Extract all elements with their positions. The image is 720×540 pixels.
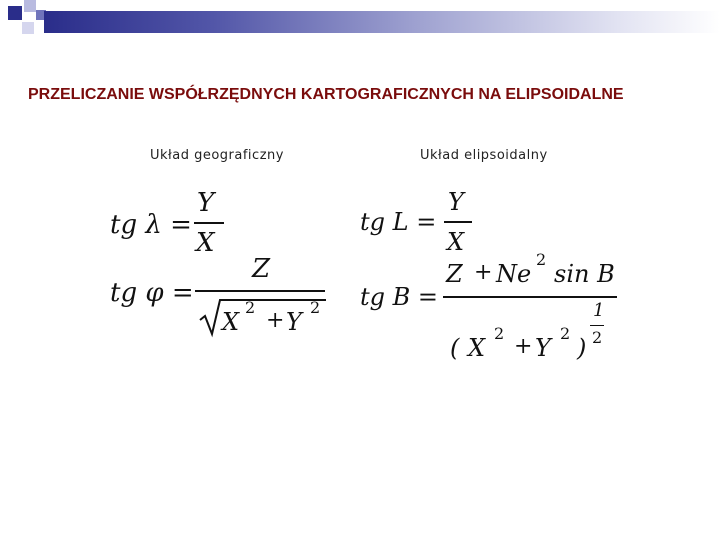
right-column-heading: Układ elipsoidalny: [420, 148, 548, 163]
formula-lhs: tg λ =: [110, 210, 192, 240]
fraction-bar: [195, 290, 325, 292]
denominator-x: X: [468, 334, 486, 362]
fraction-bar: [444, 221, 472, 223]
numerator-exponent: 2: [536, 250, 547, 269]
numerator-plus: +: [474, 260, 493, 285]
denominator-close-paren: ): [577, 334, 587, 362]
numerator-z: Z: [446, 260, 463, 288]
denominator-x: X: [222, 308, 240, 336]
denominator-exponent-y: 2: [560, 324, 571, 343]
fraction-bar: [443, 296, 617, 298]
square-root-sign: [198, 296, 328, 338]
formula-lhs: tg φ =: [110, 278, 194, 308]
exponent-x: 2: [245, 298, 256, 317]
power-fraction-bar: [590, 325, 604, 326]
numerator-sin-b: sin B: [554, 260, 615, 288]
denominator-y: Y: [286, 308, 302, 336]
formula-denominator: X: [447, 228, 465, 256]
denominator-plus: +: [514, 334, 533, 359]
decor-square-2: [24, 0, 36, 12]
formula-denominator: X: [196, 228, 215, 258]
numerator-ne: Ne: [496, 260, 532, 288]
power-denominator: 2: [592, 328, 603, 347]
formula-numerator: Y: [448, 188, 464, 216]
header-gradient-band: [44, 11, 720, 33]
exponent-y: 2: [310, 298, 321, 317]
formula-lhs: tg B =: [360, 283, 439, 311]
formula-numerator: Y: [197, 188, 215, 218]
left-column-heading: Układ geograficzny: [150, 148, 284, 163]
denominator-exponent-x: 2: [494, 324, 505, 343]
denominator-y: Y: [535, 334, 551, 362]
formula-numerator: Z: [252, 254, 271, 284]
decor-square-3: [22, 22, 34, 34]
denominator-open-paren: (: [450, 334, 460, 362]
header-decoration: [0, 0, 720, 48]
plus-sign: +: [266, 308, 285, 333]
slide-title: PRZELICZANIE WSPÓŁRZĘDNYCH KARTOGRAFICZNYCH NA ELIPSOIDALNE: [28, 86, 624, 103]
fraction-bar: [194, 222, 224, 224]
power-numerator: 1: [593, 300, 605, 321]
formula-lhs: tg L =: [360, 208, 437, 236]
decor-square-1: [8, 6, 22, 20]
